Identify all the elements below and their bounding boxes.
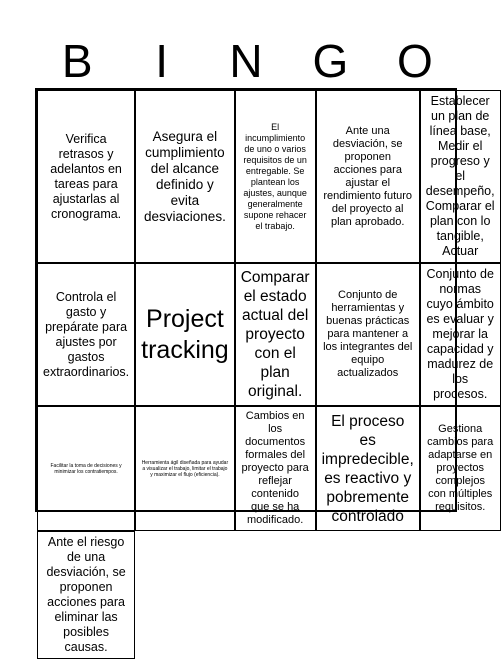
header-letter-g: G xyxy=(312,35,349,87)
cell-text: Herramienta ágil diseñada para ayudar a visualizar el trabajo, limitar el trabajo y maximizar el flujo (eficiencia). xyxy=(141,459,229,478)
cell-text: Comparar el estado actual del proyecto con el plan original. xyxy=(240,269,310,400)
cell-text: Ante el riesgo de una desviación, se proponen acciones para eliminar las posibles causas. xyxy=(46,535,126,654)
bingo-cell[interactable] xyxy=(135,406,235,531)
bingo-cell[interactable] xyxy=(37,263,135,406)
cell-text: Conjunto de herramientas y buenas prácticas para mantener a los integrantes del equipo actualizados xyxy=(323,289,413,379)
cell-text: Facilitar la toma de decisiones y minimizar los contratiempos. xyxy=(50,462,122,475)
cell-text: Asegura el cumplimiento del alcance definido y evita desviaciones. xyxy=(144,128,226,224)
bingo-cell[interactable] xyxy=(235,263,316,406)
cell-text: Cambios en los documentos formales del proyecto para reflejar contenido que se ha modificado. xyxy=(241,410,309,526)
cell-text: Ante una desviación, se proponen acciones para ajustar el rendimiento futuro del proyecto al plan aprobado. xyxy=(323,124,413,228)
bingo-cell[interactable] xyxy=(235,90,316,263)
header-letter-o: O xyxy=(396,35,433,87)
cell-text: Project tracking xyxy=(141,304,229,364)
bingo-cell[interactable] xyxy=(235,406,316,531)
bingo-cell[interactable] xyxy=(37,406,135,531)
bingo-cell[interactable] xyxy=(316,263,420,406)
cell-text: Conjunto de normas cuyo ámbito es evaluar y mejorar la capacidad y madurez de los procesos. xyxy=(426,267,494,401)
bingo-grid xyxy=(35,88,495,654)
cell-text: El proceso es impredecible, es reactivo y pobremente controlado xyxy=(321,412,414,525)
bingo-header xyxy=(35,32,457,90)
header-letter-b: B xyxy=(61,35,93,87)
bingo-cell[interactable] xyxy=(420,90,501,263)
header-letter-n: N xyxy=(229,35,263,87)
cell-text: El incumplimiento de uno o varios requisitos de un entregable. Se plantean los ajustes, aunque generalmente supone rehacer el trabajo. xyxy=(243,121,307,231)
header-letter-i: I xyxy=(155,35,168,87)
bingo-cell[interactable] xyxy=(316,90,420,263)
bingo-cell[interactable] xyxy=(37,531,135,659)
bingo-cell[interactable] xyxy=(316,406,420,531)
bingo-cell[interactable] xyxy=(37,90,135,263)
cell-text: Establecer un plan de línea base, Medir el progreso y el desempeño, Comparar el plan con lo tangible, Actuar xyxy=(425,94,495,258)
bingo-cell[interactable] xyxy=(420,263,501,406)
cell-text: Gestiona cambios para adaptarse en proyectos complejos con múltiples requisitos. xyxy=(427,423,494,513)
bingo-cell[interactable] xyxy=(135,90,235,263)
cell-text: Verifica retrasos y adelantos en tareas para ajustarlas al cronograma. xyxy=(50,131,122,221)
free-space-cell[interactable] xyxy=(135,263,235,406)
bingo-cell[interactable] xyxy=(420,406,501,531)
cell-text: Controla el gasto y prepárate para ajustes por gastos extraordinarios. xyxy=(43,289,130,379)
